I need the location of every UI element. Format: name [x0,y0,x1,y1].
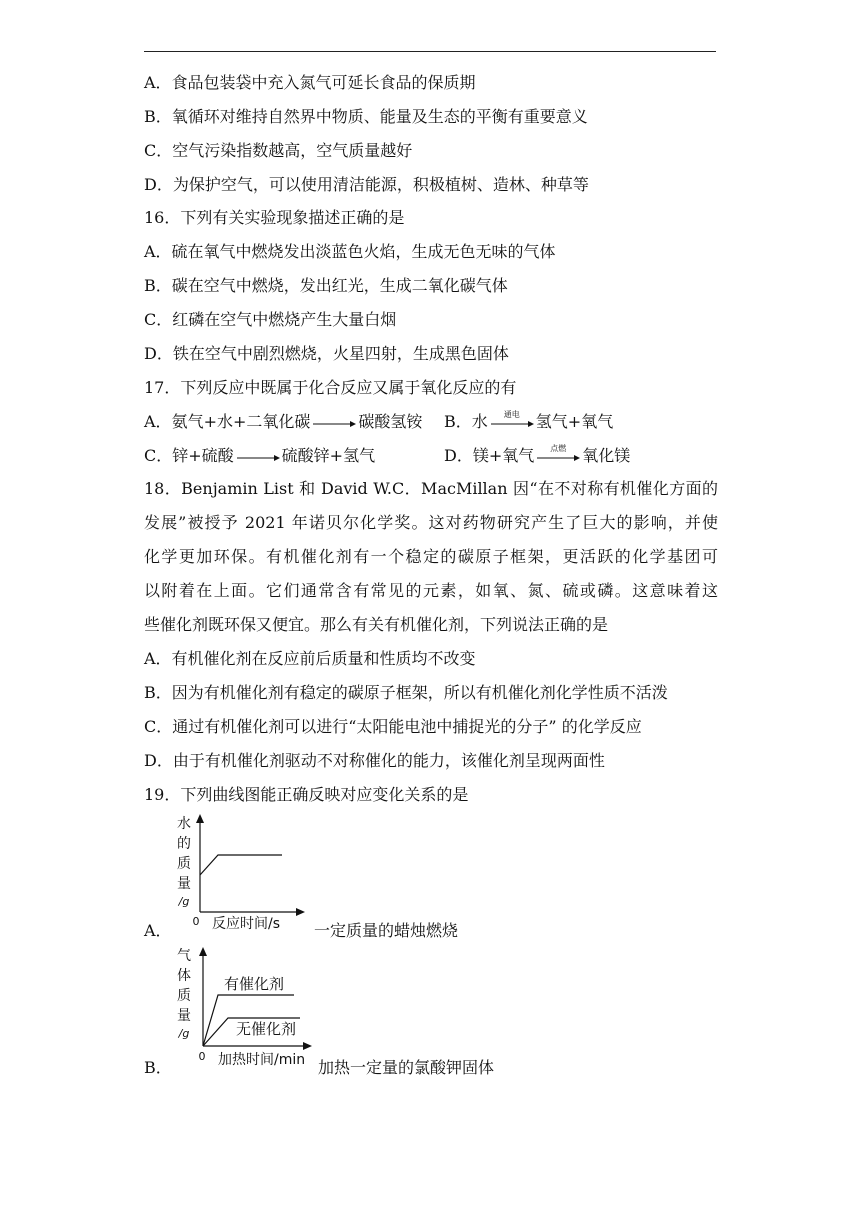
q15-option-c: C．空气污染指数越高，空气质量越好 [144,141,413,160]
graph-b-ylabel-unit: /g [178,1027,190,1040]
graph-b-series-label-no-catalyst: 无催化剂 [236,1020,297,1038]
q16-option-a: A．硫在氧气中燃烧发出淡蓝色火焰，生成无色无味的气体 [144,242,556,261]
q17-option-b [444,411,613,433]
header-rule [144,51,716,52]
graph-b-ylabel-char: 质 [177,988,191,1004]
q17-option-d [444,445,630,467]
graph-a-ylabel-char: 的 [177,836,191,852]
graph-a-origin: 0 [192,915,200,928]
axis-arrow-icon [199,947,207,956]
graph-a-ylabel-char: 水 [177,816,191,832]
q17-option-c [144,445,375,467]
reaction-arrow-icon [236,450,280,464]
q19-option-a-label: A． [144,921,172,940]
q15-option-b: B．氧循环对维持自然界中物质、能量及生态的平衡有重要意义 [144,107,588,126]
q15-option-d: D．为保护空气，可以使用清洁能源，积极植树、造林、种草等 [144,175,589,194]
graph-b-series-label-catalyst: 有催化剂 [224,975,285,993]
q17-b-condition: 通电 [503,409,520,419]
graph-b-ylabel-char: 体 [177,968,191,984]
reaction-arrow-icon [312,416,356,430]
q17-b-reactants: 水 [471,412,488,431]
q17-option-a [144,411,422,433]
q17-b-label: B． [444,412,472,431]
graph-a-xlabel: 反应时间/s [212,916,281,932]
graph-b-xlabel: 加热时间/min [218,1052,306,1068]
q17-d-products: 氧化镁 [582,446,631,465]
q17-a-label: A． [144,412,172,431]
q18-option-b: B．因为有机催化剂有稳定的碳原子框架，所以有机催化剂化学性质不活泼 [144,683,668,702]
graph-a-ylabel-unit: /g [178,895,190,908]
reaction-arrow-icon [490,409,534,430]
axis-arrow-icon [303,1042,312,1050]
q19-graph-b [172,944,316,1074]
q18-option-d: D．由于有机催化剂驱动不对称催化的能力，该催化剂呈现两面性 [144,751,605,770]
q17-d-reactants: 镁+氧气 [472,446,535,465]
q18-stem-line: 发展”被授予 2021 年诺贝尔化学奖。这对药物研究产生了巨大的影响，并使 [144,513,718,532]
q18-stem-line: 化学更加环保。有机催化剂有一个稳定的碳原子框架，更活跃的化学基团可 [144,547,718,566]
graph-a-ylabel-char: 质 [177,856,191,872]
q18-stem-line: 18．Benjamin List 和 David W.C．MacMillan 因“在不对称有机催化方面的 [144,479,718,498]
q16-option-b: B．碳在空气中燃烧，发出红光，生成二氧化碳气体 [144,276,508,295]
q16-stem: 16．下列有关实验现象描述正确的是 [144,208,405,227]
q18-option-a: A．有机催化剂在反应前后质量和性质均不改变 [144,649,476,668]
graph-b-origin: 0 [198,1050,206,1063]
reaction-arrow-icon [536,443,580,464]
q19-option-b-label: B． [144,1058,172,1077]
q17-c-products: 硫酸锌+氢气 [281,446,376,465]
q18-stem-line: 些催化剂既环保又便宜。那么有关有机催化剂，下列说法正确的是 [144,615,609,634]
q17-b-products: 氢气+氧气 [535,412,614,431]
q17-d-condition: 点燃 [550,443,567,453]
graph-b-ylabel-char: 量 [177,1008,191,1024]
axis-arrow-icon [196,814,204,823]
q15-option-a: A．食品包装袋中充入氮气可延长食品的保质期 [144,73,476,92]
q16-option-c: C．红磷在空气中燃烧产生大量白烟 [144,310,397,329]
q19-stem: 19．下列曲线图能正确反映对应变化关系的是 [144,785,469,804]
q19-option-b-caption: 加热一定量的氯酸钾固体 [318,1058,495,1077]
q18-stem-line: 以附着在上面。它们通常含有常见的元素，如氧、氮、硫或磷。这意味着这 [144,581,718,600]
axis-arrow-icon [296,908,305,916]
q17-c-label: C． [144,446,173,465]
q18-stem [144,472,718,642]
q17-d-label: D． [444,446,473,465]
q17-stem: 17．下列反应中既属于化合反应又属于氧化反应的有 [144,378,517,397]
graph-a-curve [200,855,282,875]
graph-a-ylabel-char: 量 [177,876,191,892]
q17-a-reactants: 氨气+水+二氧化碳 [171,412,311,431]
q19-graph-a [172,812,312,938]
q17-c-reactants: 锌+硫酸 [172,446,234,465]
q16-option-d: D．铁在空气中剧烈燃烧，火星四射，生成黑色固体 [144,344,509,363]
q17-a-products: 碳酸氢铵 [358,412,423,431]
q18-option-c: C．通过有机催化剂可以进行“太阳能电池中捕捉光的分子” 的化学反应 [144,717,642,736]
q19-option-a-caption: 一定质量的蜡烛燃烧 [314,921,459,940]
graph-b-ylabel-char: 气 [177,948,191,964]
